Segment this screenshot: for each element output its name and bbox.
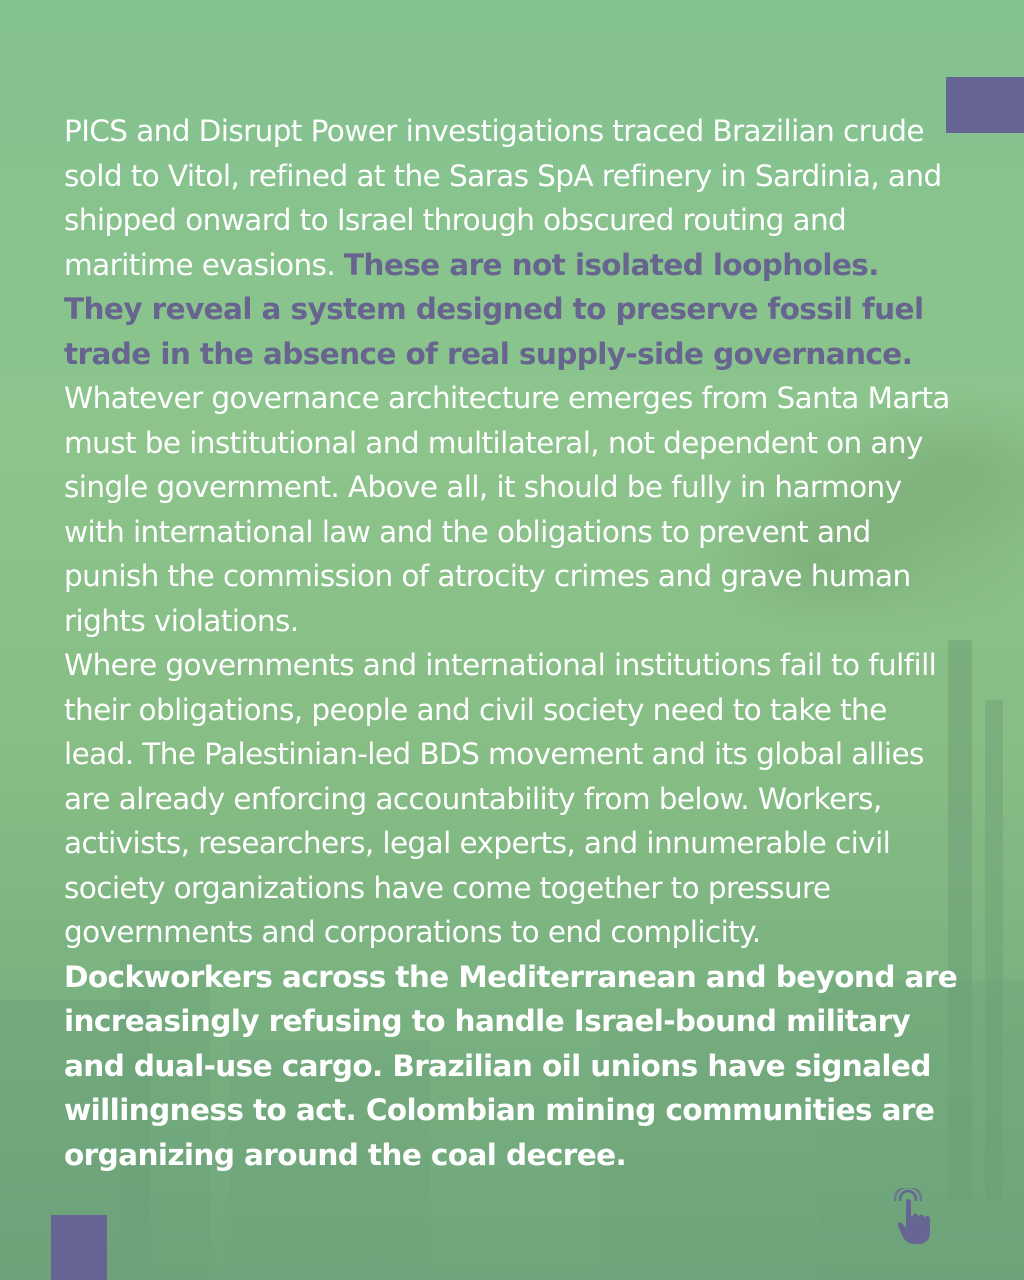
article-text [64,109,964,1177]
paragraph-1-text: PICS and Disrupt Power investigations traced Brazilian crude sold to Vitol, refined at the Saras SpA refinery in Sardinia, and shipped onward to Israel through obscured routing and maritime evasions. [64,114,942,282]
decorative-corner-block-bottom-left [51,1215,107,1280]
paragraph-1-continued: Whatever governance architecture emerges from Santa Marta must be institutional and multilateral, not dependent on any single government. Above all, it should be fully in harmony with international law and the obligations to prevent and punish the commission of atrocity crimes and grave human rights violations. [64,381,950,638]
paragraph-2-bold: Dockworkers across the Mediterranean and beyond are increasingly refusing to handle Israel-bound military and dual-use cargo. Brazilian oil unions have signaled willingness to act. Colombian mining communities are organizing around the coal decree. [64,959,958,1172]
paragraph-2-text: Where governments and international institutions fail to fulfill their obligations, people and civil society need to take the lead. The Palestinian-led BDS movement and its global allies are already enforcing accountability from below. Workers, activists, researchers, legal experts, and innumerable civil society organizations have come together to pressure governments and corporations to end complicity. [64,648,937,949]
pointing-hand-icon[interactable] [892,1188,950,1250]
paragraph-1-highlight: These are not isolated loopholes. They reveal a system designed to preserve fossil fuel trade in the absence of real supply-side governance. [64,247,924,371]
